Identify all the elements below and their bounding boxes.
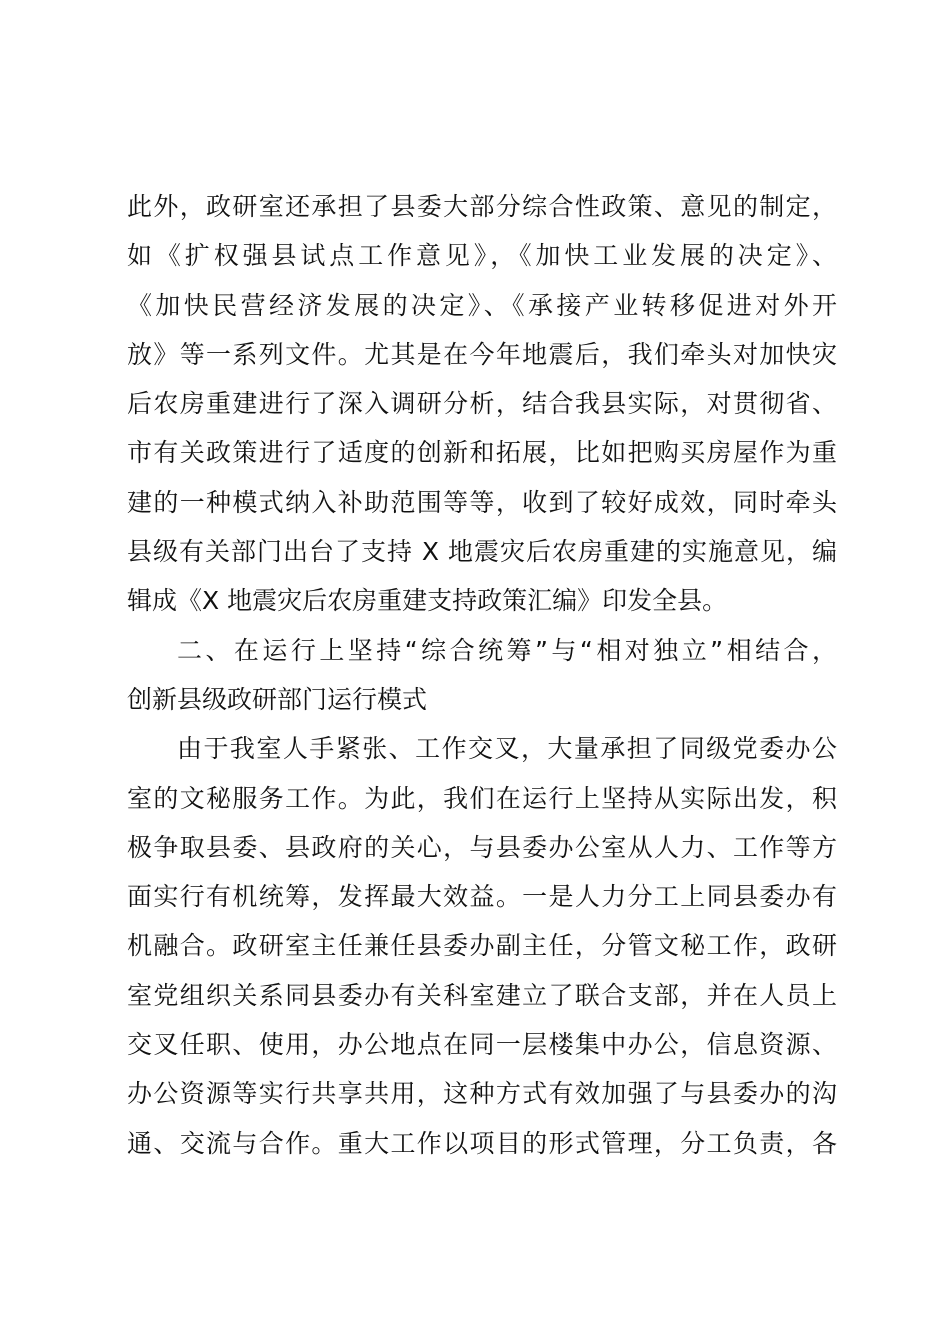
text-line: 办公资源等实行共享共用，这种方式有效加强了与县委办的沟 — [127, 1079, 837, 1109]
text-line: 县级有关部门出台了支持 X 地震灾后农房重建的实施意见，编 — [127, 537, 837, 567]
text-line: 极争取县委、县政府的关心，与县委办公室从人力、工作等方 — [127, 832, 837, 862]
text-line: 室党组织关系同县委办有关科室建立了联合支部，并在人员上 — [127, 980, 837, 1010]
text-line: 通、交流与合作。重大工作以项目的形式管理，分工负责，各 — [127, 1128, 837, 1158]
text-line: 市有关政策进行了适度的创新和拓展，比如把购买房屋作为重 — [127, 438, 837, 468]
text-line: 放》等一系列文件。尤其是在今年地震后，我们牵头对加快灾 — [127, 339, 837, 369]
text-line: 如《扩权强县试点工作意见》，《加快工业发展的决定》、 — [127, 241, 837, 271]
text-line: 《加快民营经济发展的决定》、《承接产业转移促进对外开 — [127, 290, 837, 320]
section-heading-line: 二、在运行上坚持“综合统筹”与“相对独立”相结合， — [177, 635, 837, 665]
text-line: 后农房重建进行了深入调研分析，结合我县实际，对贯彻省、 — [127, 389, 837, 419]
text-line: 建的一种模式纳入补助范围等等，收到了较好成效，同时牵头 — [127, 487, 837, 517]
section-heading-line: 创新县级政研部门运行模式 — [127, 684, 428, 714]
text-line: 室的文秘服务工作。为此，我们在运行上坚持从实际出发，积 — [127, 783, 837, 813]
text-line: 此外，政研室还承担了县委大部分综合性政策、意见的制定， — [127, 192, 837, 221]
text-line: 交叉任职、使用，办公地点在同一层楼集中办公，信息资源、 — [127, 1030, 837, 1060]
text-line: 由于我室人手紧张、工作交叉，大量承担了同级党委办公 — [177, 734, 837, 764]
text-line: 辑成《X 地震灾后农房重建支持政策汇编》印发全县。 — [127, 586, 728, 616]
text-line: 机融合。政研室主任兼任县委办副主任，分管文秘工作，政研 — [127, 931, 837, 961]
body-text — [127, 182, 837, 1168]
text-line: 面实行有机统筹，发挥最大效益。一是人力分工上同县委办有 — [127, 882, 837, 912]
